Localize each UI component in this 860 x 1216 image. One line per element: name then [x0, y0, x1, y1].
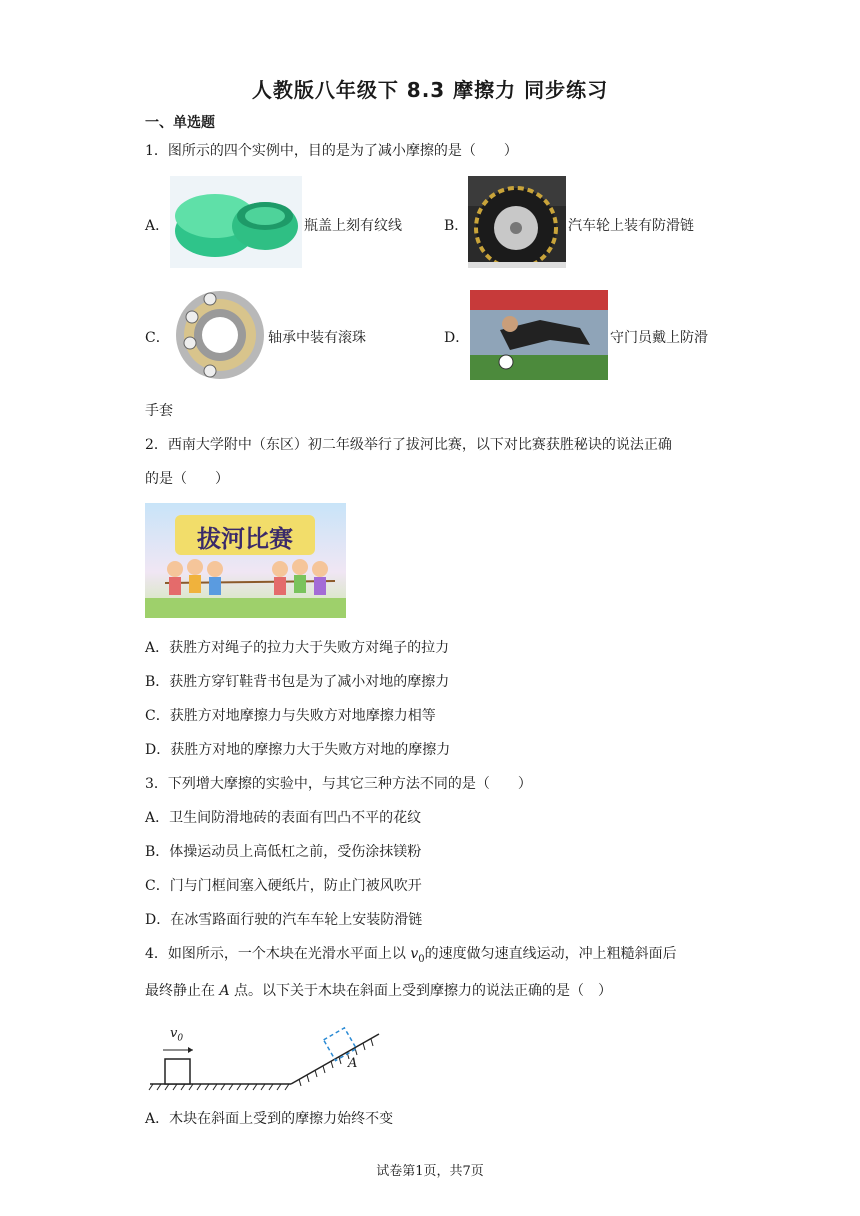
q1-option-d-text: 守门员戴上防滑: [610, 330, 708, 346]
q2-stem-line1: 2．西南大学附中（东区）初二年级举行了拔河比赛，以下对比赛获胜秘诀的说法正确: [145, 437, 672, 453]
incline-diagram: [145, 1024, 385, 1096]
goalkeeper-image: [470, 290, 608, 380]
q4-stem-line1: 4．如图所示，一个木块在光滑水平面上以 $v_0$的速度做匀速直线运动，冲上粗糙斜面后: [145, 946, 677, 965]
q2-option-c[interactable]: C．获胜方对地摩擦力与失败方对地摩擦力相等: [145, 708, 436, 724]
q4-option-a[interactable]: A．木块在斜面上受到的摩擦力始终不变: [145, 1111, 394, 1127]
diagram-point-a: A: [348, 1056, 358, 1071]
bearing-image: [170, 287, 266, 383]
q1-option-d-letter[interactable]: D．: [444, 330, 470, 346]
diagram-v0-label: $v_0$: [170, 1026, 184, 1044]
section-heading: 一、单选题: [145, 115, 215, 131]
q1-option-c-text: 轴承中装有滚珠: [268, 330, 366, 346]
q3-option-d[interactable]: D．在冰雪路面行驶的汽车车轮上安装防滑链: [145, 912, 423, 928]
q4-stem-line2: 最终静止在 A 点。以下关于木块在斜面上受到摩擦力的说法正确的是（ ）: [145, 983, 613, 999]
page-footer: 试卷第1页，共7页: [376, 1164, 484, 1179]
q3-option-b[interactable]: B．体操运动员上高低杠之前，受伤涂抹镁粉: [145, 844, 422, 860]
q2-option-d[interactable]: D．获胜方对地的摩擦力大于失败方对地的摩擦力: [145, 742, 451, 758]
tire-chain-image: [468, 176, 566, 268]
q1-option-b-letter[interactable]: B．: [444, 218, 469, 234]
tug-of-war-image: [145, 503, 346, 618]
q2-option-a[interactable]: A．获胜方对绳子的拉力大于失败方对绳子的拉力: [145, 640, 450, 656]
q1-option-c-letter[interactable]: C．: [145, 330, 170, 346]
q3-option-a[interactable]: A．卫生间防滑地砖的表面有凹凸不平的花纹: [145, 810, 422, 826]
q1-option-a-letter[interactable]: A．: [145, 218, 170, 234]
q1-option-b-text: 汽车轮上装有防滑链: [568, 218, 694, 234]
q3-option-c[interactable]: C．门与门框间塞入硬纸片，防止门被风吹开: [145, 878, 422, 894]
bottle-cap-image: [170, 176, 302, 268]
q1-option-d-wrap: 手套: [145, 403, 173, 419]
page-title: 人教版八年级下 8.3 摩擦力 同步练习: [251, 78, 609, 102]
q1-stem: 1．图所示的四个实例中，目的是为了减小摩擦的是（ ）: [145, 143, 518, 159]
q1-option-a-text: 瓶盖上刻有纹线: [304, 218, 402, 234]
banner-text: 拔河比赛: [197, 525, 293, 553]
q2-option-b[interactable]: B．获胜方穿钉鞋背书包是为了减小对地的摩擦力: [145, 674, 450, 690]
q3-stem: 3．下列增大摩擦的实验中，与其它三种方法不同的是（ ）: [145, 776, 532, 792]
q2-stem-line2: 的是（ ）: [145, 471, 229, 487]
